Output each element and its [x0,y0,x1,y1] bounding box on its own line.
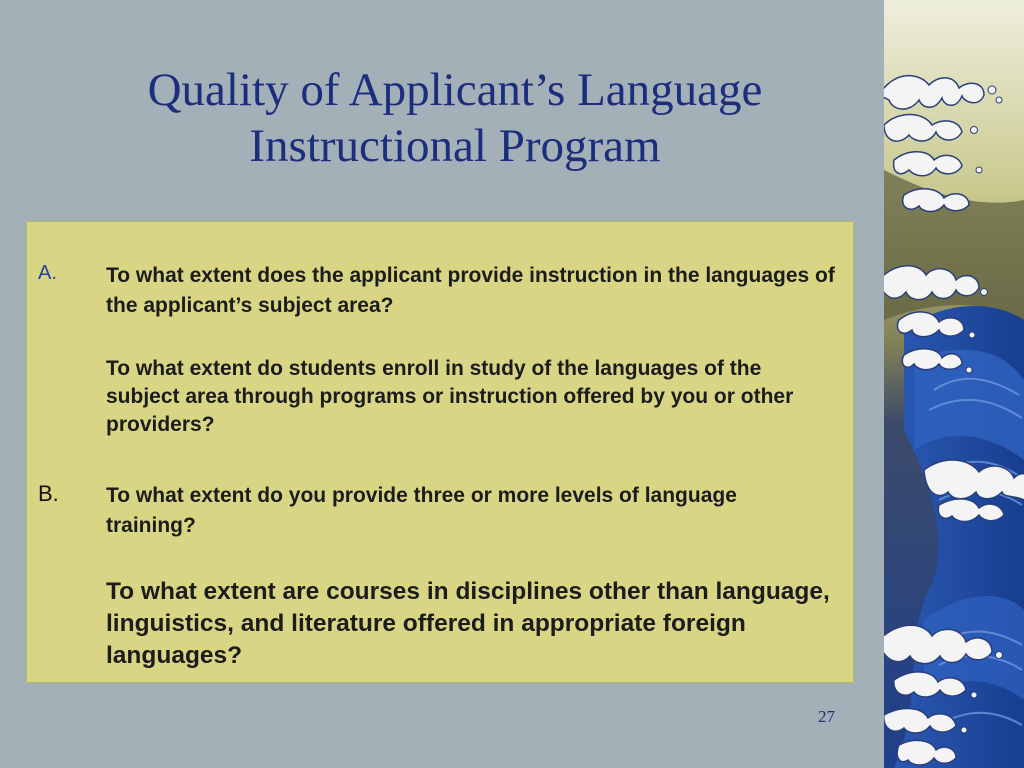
page-number: 27 [818,707,835,726]
question-b1: To what extent do you provide three or more levels of language training? [106,484,737,537]
question-a1: To what extent does the applicant provide instruction in the languages of the applicant’s subject area? [106,264,835,317]
question-b2: To what extent are courses in disciplines other than language, linguistics, and literature offered in appropriate foreign languages? [106,578,830,669]
title-line-2: Instructional Program [249,120,661,172]
question-a2: To what extent do students enroll in study of the languages of the subject area through programs or instruction offered by you or other providers? [106,357,794,436]
slide-title [40,62,870,174]
great-wave-icon [884,0,1024,768]
list-marker-b: B. [38,481,59,506]
list-marker-a: A. [38,262,57,284]
title-line-1: Quality of Applicant’s Language [147,64,763,116]
